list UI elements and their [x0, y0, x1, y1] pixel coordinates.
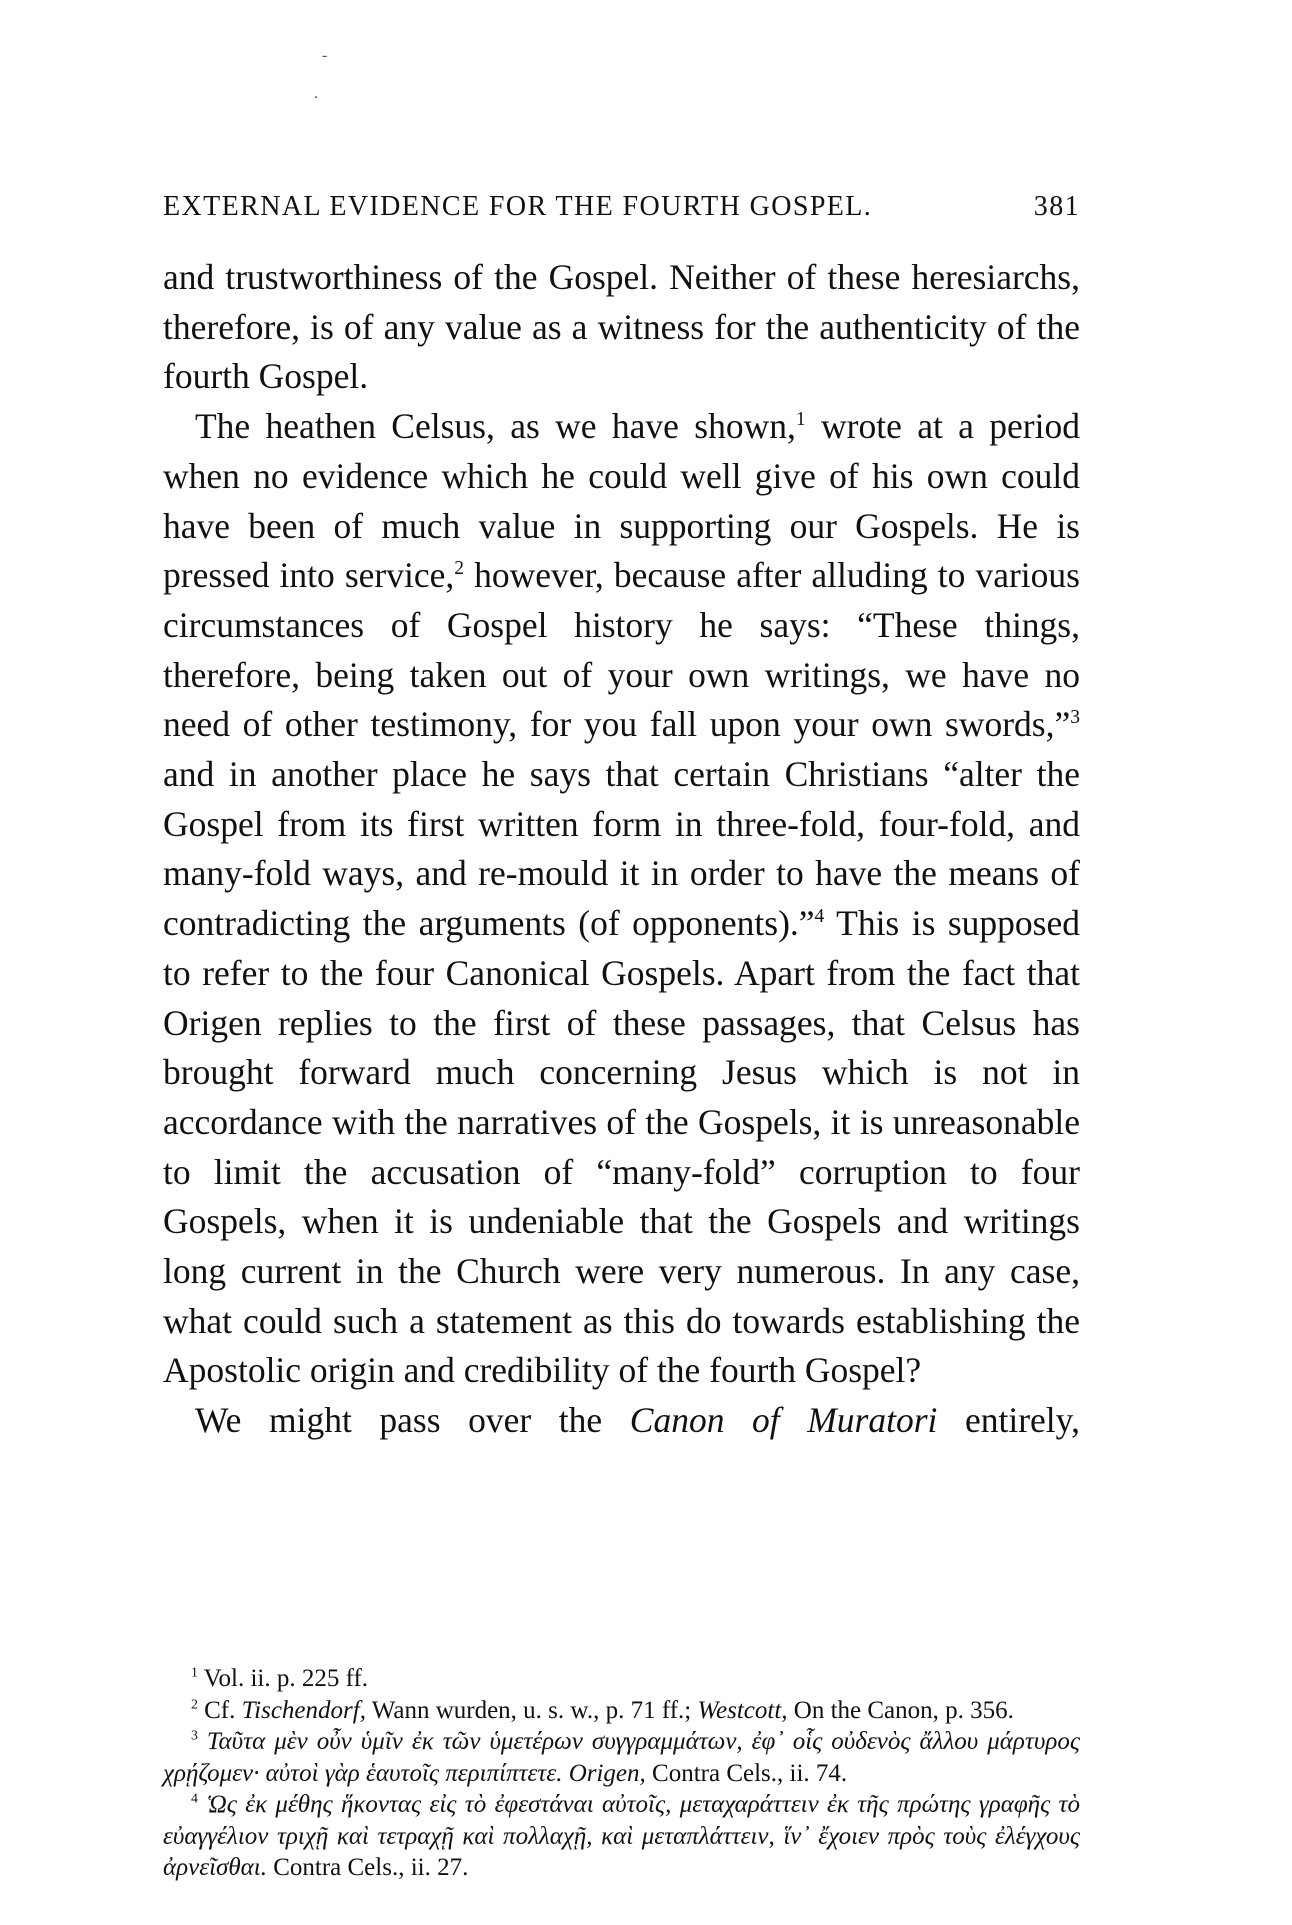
paragraph-1: and trustworthiness of the Gospel. Neither of these heresiarchs, therefore, is of any value as a witness for the authenticity of the fourth Gospel.	[163, 257, 1080, 397]
footnote-greek: Ὡς ἐκ μέθης ἥκοντας εἰς τὸ ἐφεστάναι αὐτοῖς, μεταχαράττειν ἐκ τῆς πρώτης γραφῆς τὸ εὐαγγέλιον τριχῇ καὶ τετραχῇ καὶ πολλαχῇ, καὶ μεταπλάττειν, ἵν᾽ ἔχοιεν πρὸς τοὺς ἐλέγχους ἀρνεῖσθαι.	[163, 1791, 1080, 1881]
footnote-4	[163, 1789, 1080, 1884]
footnote-ref-3: 3	[1070, 707, 1080, 729]
stray-mark: .	[314, 85, 318, 102]
footnote-ref-1: 1	[795, 409, 806, 431]
running-head	[163, 190, 1080, 224]
footnote-author: Origen,	[562, 1759, 646, 1787]
footnote-mark: 1	[191, 1664, 198, 1680]
footnote-1	[163, 1663, 1080, 1695]
page-number: 381	[1033, 191, 1080, 222]
footnote-author: Westcott,	[697, 1696, 788, 1724]
running-title: EXTERNAL EVIDENCE FOR THE FOURTH GOSPEL.	[163, 191, 873, 222]
footnote-text: Contra Cels., ii. 74.	[645, 1759, 848, 1787]
footnote-author: Tischendorf,	[241, 1696, 366, 1724]
paragraph-3-text: We might pass over the	[195, 1400, 630, 1441]
paragraph-2	[163, 402, 1080, 1396]
paragraph-2-text: and in another place he says that certain Christians “alter the Gospel from its first written form in three-fold, four-fold, and many-fold ways, and re-mould it in order to have the means of contradicting the arguments (of opponents).”	[163, 754, 1080, 944]
footnote-greek: Ταῦτα μὲν οὖν ὑμῖν ἐκ τῶν ὑμετέρων συγγραμμάτων, ἐφ᾽ οἷς οὐδενὸς ἄλλου μάρτυρος χρῄζομεν· αὐτοὶ γὰρ ἑαυτοῖς περιπίπτετε.	[163, 1728, 1080, 1787]
canon-title: Canon of Muratori	[629, 1400, 938, 1441]
paragraph-2-text: wrote at a period when no evidence which he could well give of his own could have been of much value in supporting our Gospels. He is pressed into service,	[163, 406, 1080, 596]
footnote-2	[163, 1695, 1080, 1727]
footnote-text: Cf.	[197, 1696, 242, 1724]
paragraph-2-text: however, because after alluding to various circumstances of Gospel history he says: “These things, therefore, being taken out of your own writings, we have no need of other testimony, for you fall upon your own swords,”	[163, 555, 1080, 745]
footnote-ref-2: 2	[454, 558, 465, 580]
footnote-text: Wann wurden, u. s. w., p. 71 ff.;	[365, 1696, 698, 1724]
footnote-mark: 2	[191, 1696, 198, 1712]
paragraph-3-text: entirely,	[937, 1400, 1080, 1441]
footnote-text: On the Canon, p. 356.	[787, 1696, 1014, 1724]
footnote-text: Vol. ii. p. 225 ff.	[197, 1665, 369, 1692]
main-text	[163, 253, 1080, 1446]
paragraph-2-text: The heathen Celsus, as we have shown,	[195, 406, 796, 447]
footnote-mark: 4	[191, 1790, 198, 1806]
footnote-mark: 3	[191, 1727, 198, 1743]
paragraph-3	[163, 1396, 1080, 1446]
footnotes	[163, 1663, 1080, 1884]
stray-mark: -	[322, 47, 328, 64]
footnote-ref-4: 4	[814, 906, 825, 928]
footnote-text: Contra Cels., ii. 27.	[266, 1854, 469, 1881]
footnote-3	[163, 1726, 1080, 1789]
paragraph-2-text: This is supposed to refer to the four Canonical Gospels. Apart from the fact that Origen replies to the first of these passages, that Celsus has brought forward much concerning Jesus which is not in accordance with the narratives of the Gospels, it is unreasonable to limit the accusation of “many-fold” corruption to four Gospels, when it is undeniable that the Gospels and writings long current in the Church were very numerous. In any case, what could such a statement as this do towards establishing the Apostolic origin and credibility of the fourth Gospel?	[163, 903, 1080, 1391]
